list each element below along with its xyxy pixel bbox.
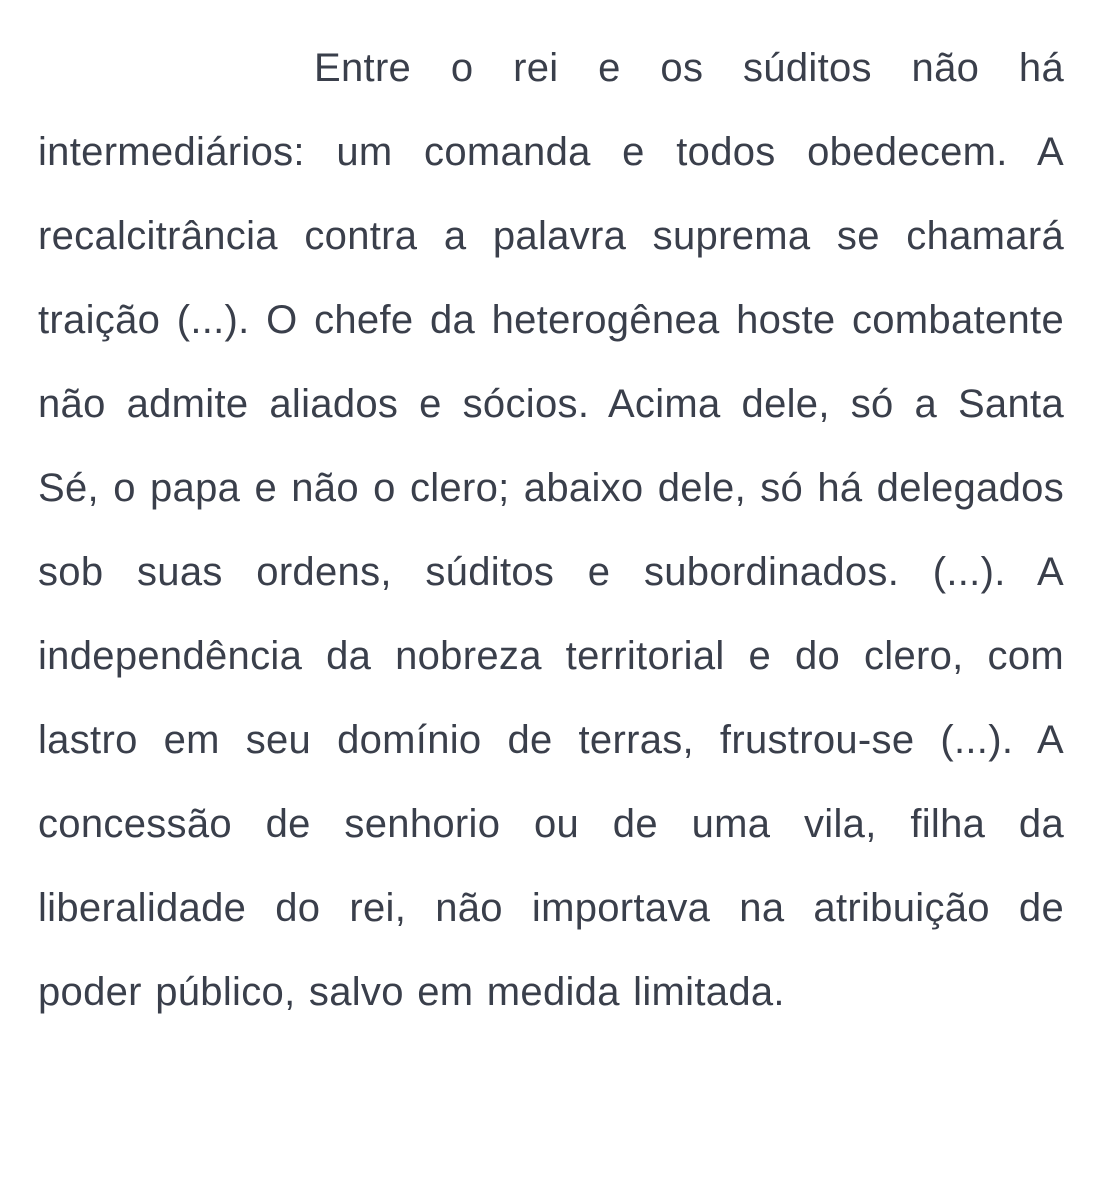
text-block bbox=[38, 26, 1064, 1034]
body-paragraph: Entre o rei e os súditos não há intermediários: um comanda e todos obedecem. A recalcitrância contra a palavra suprema se chamará traição (...). O chefe da heterogênea hoste combatente não admite aliados e sócios. Acima dele, só a Santa Sé, o papa e não o clero; abaixo dele, só há delegados sob suas ordens, súditos e subordinados. (...). A independência da nobreza territorial e do clero, com lastro em seu domínio de terras, frustrou-se (...). A concessão de senhorio ou de uma vila, filha da liberalidade do rei, não importava na atribuição de poder público, salvo em medida limitada. bbox=[38, 46, 1064, 1014]
